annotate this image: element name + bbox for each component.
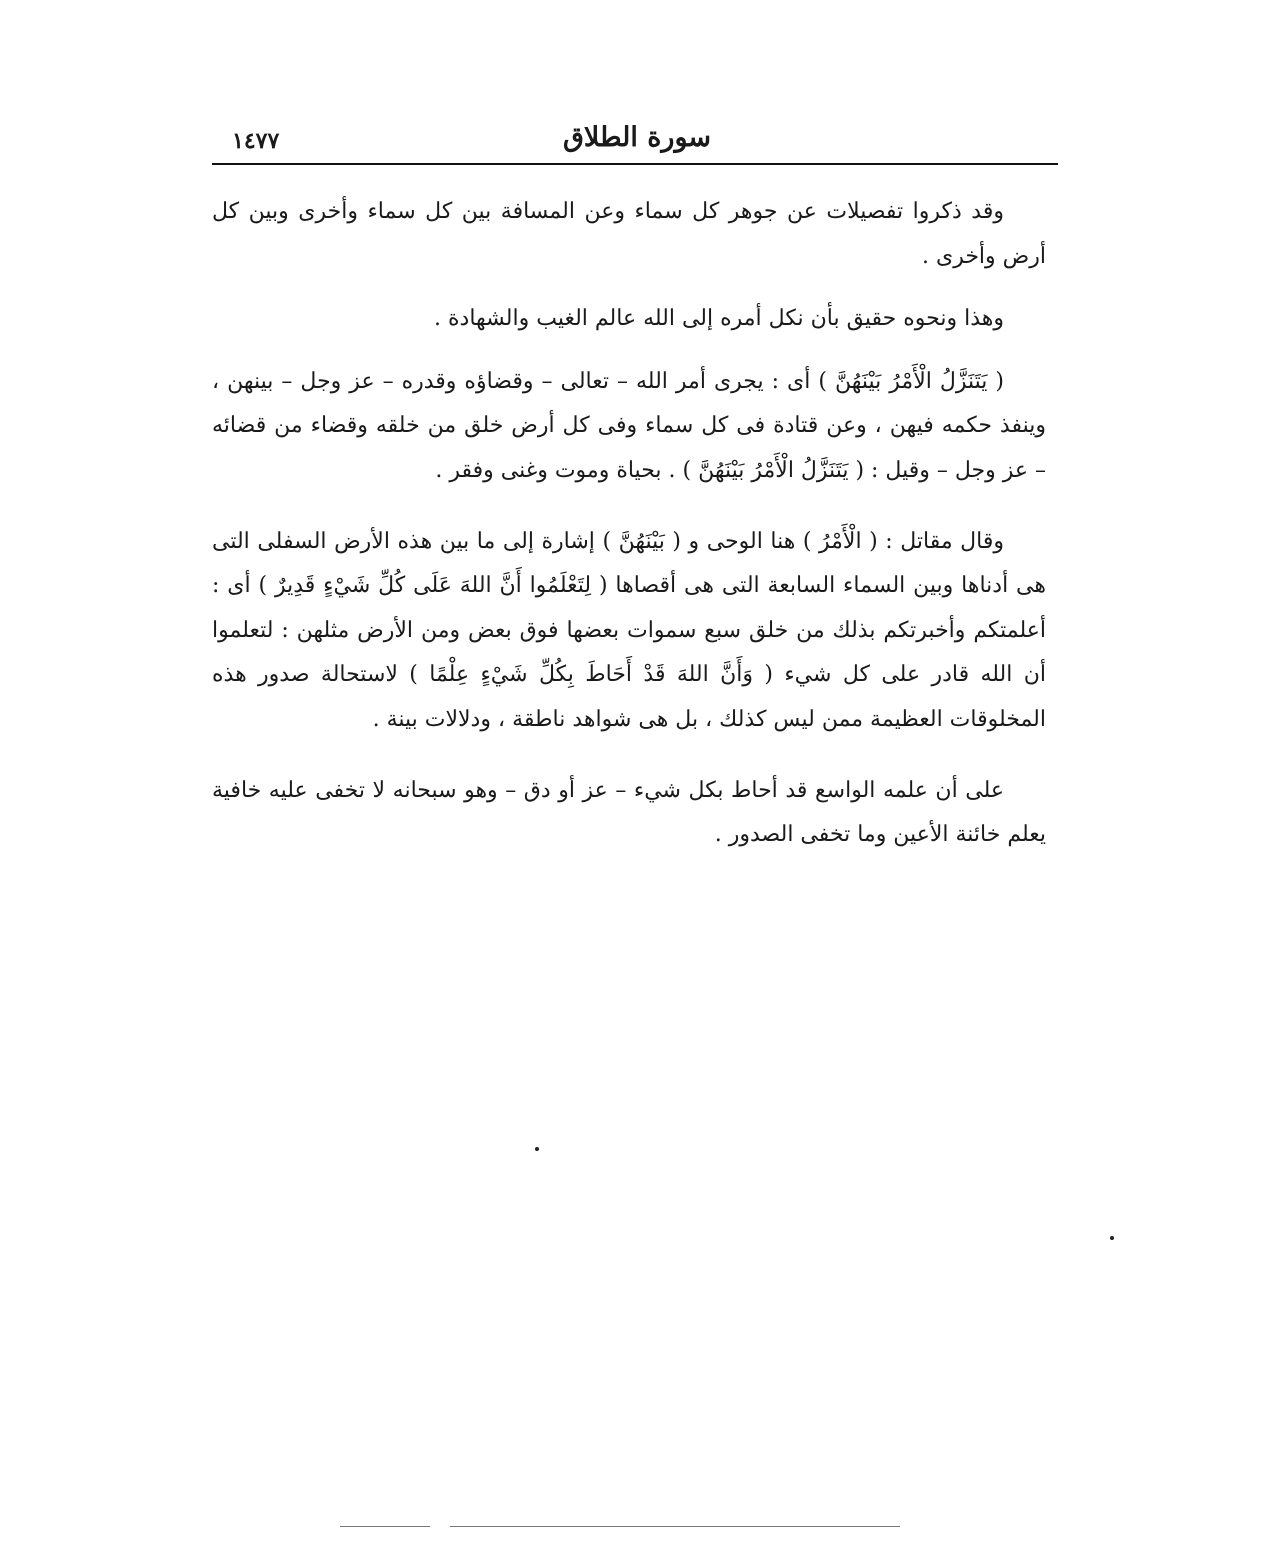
paragraph-5: على أن علمه الواسع قد أحاط بكل شيء – عز أو دق – وهو سبحانه لا تخفى عليه خافية يعلم خائنة الأعين وما تخفى الصدور .	[212, 777, 1046, 848]
footer-rule	[450, 1526, 900, 1527]
page-title: سورة الطلاق	[562, 122, 712, 153]
page-header	[218, 118, 1056, 164]
header-rule	[212, 163, 1058, 165]
footer-rules	[340, 1526, 900, 1528]
paragraph-4: وقال مقاتل : ( الْأَمْرُ ) هنا الوحى و ( بَيْنَهُنَّ ) إشارة إلى ما بين هذه الأرض السفلى التى هى أدناها وبين السماء السابعة التى هى أقصاها ( لِتَعْلَمُوا أَنَّ اللهَ عَلَى كُلِّ شَيْءٍ قَدِيرٌ ) أى : أعلمتكم وأخبرتكم بذلك من خلق سبع سموات بعضها فوق بعض ومن الأرض مثلهن : لتعلموا أن الله قادر على كل شيء ( وَأَنَّ اللهَ قَدْ أَحَاطَ بِكُلِّ شَيْءٍ عِلْمًا ) لاستحالة صدور هذه المخلوقات العظيمة ممن ليس كذلك ، بل هى شواهد ناطقة ، ودلالات بينة .	[212, 528, 1046, 732]
ink-speck	[1110, 1236, 1114, 1240]
body-text	[212, 190, 1046, 884]
paragraph-2: وهذا ونحوه حقيق بأن نكل أمره إلى الله عالم الغيب والشهادة .	[434, 306, 1004, 332]
paragraph-3: ( يَتَنَزَّلُ الْأَمْرُ بَيْنَهُنَّ ) أى : يجرى أمر الله – تعالى – وقضاؤه وقدره – عز وجل – بينهن ، وينفذ حكمه فيهن ، وعن قتادة فى كل سماء وفى كل أرض خلق من خلقه وقضاء من قضائه – عز وجل – وقيل : ( يَتَنَزَّلُ الْأَمْرُ بَيْنَهُنَّ ) . بحياة وموت وغنى وفقر .	[212, 368, 1046, 483]
paragraph-1: وقد ذكروا تفصيلات عن جوهر كل سماء وعن المسافة بين كل سماء وأخرى وبين كل أرض وأخرى .	[212, 199, 1046, 269]
footer-rule	[340, 1526, 430, 1527]
page-number: ١٤٧٧	[232, 128, 280, 154]
ink-speck	[535, 1147, 539, 1151]
